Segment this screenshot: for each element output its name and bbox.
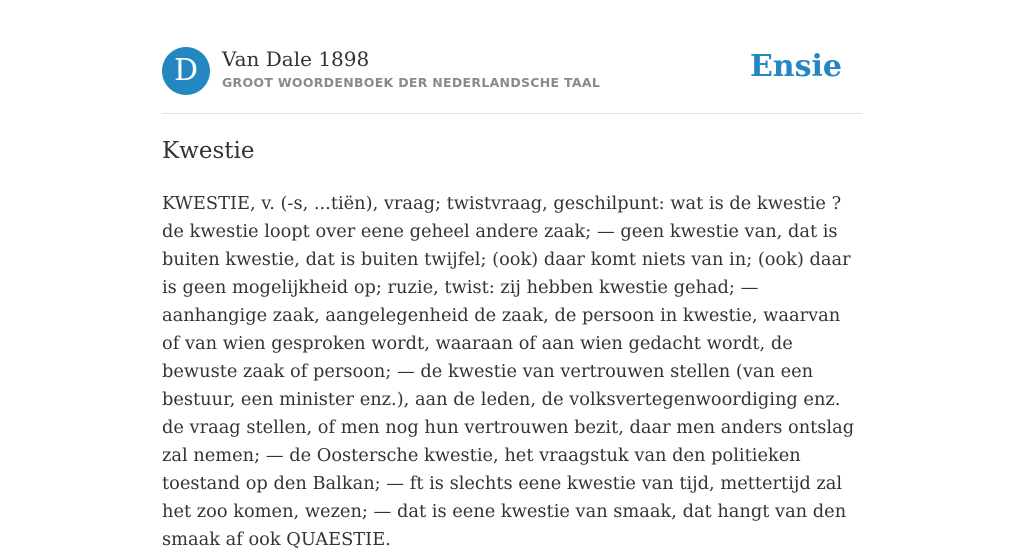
brand-logo-link[interactable]: Ensie [749, 49, 842, 84]
entry-title: Kwestie [162, 138, 255, 164]
source-header [162, 47, 862, 95]
source-title[interactable]: Van Dale 1898 [222, 47, 370, 71]
source-subtitle: GROOT WOORDENBOEK DER NEDERLANDSCHE TAAL [222, 75, 601, 90]
header-divider [162, 113, 862, 114]
source-avatar[interactable]: D [162, 47, 210, 95]
entry-body: KWESTIE, v. (-s, ...tiën), vraag; twistvraag, geschilpunt: wat is de kwestie ? de kwestie loopt over eene geheel andere zaak; — geen kwestie van, dat is buiten kwestie, dat is buiten twijfel; (ook) daar komt niets van in; (ook) daar is geen mogelijkheid op; ruzie, twist: zij hebben kwestie gehad; — aanhangige zaak, aangelegenheid de zaak, de persoon in kwestie, waarvan of van wien gesproken wordt, waaraan of aan wien gedacht wordt, de bewuste zaak of persoon; — de kwestie van vertrouwen stellen (van een bestuur, een minister enz.), aan de leden, de volksvertegenwoordiging enz. de vraag stellen, of men nog hun vertrouwen bezit, daar men anders ontslag zal nemen; — de Oostersche kwestie, het vraagstuk van den politieken toestand op den Balkan; — ft is slechts eene kwestie van tijd, mettertijd zal het zoo komen, wezen; — dat is eene kwestie van smaak, dat hangt van den smaak af ook QUAESTIE. [162, 193, 855, 550]
